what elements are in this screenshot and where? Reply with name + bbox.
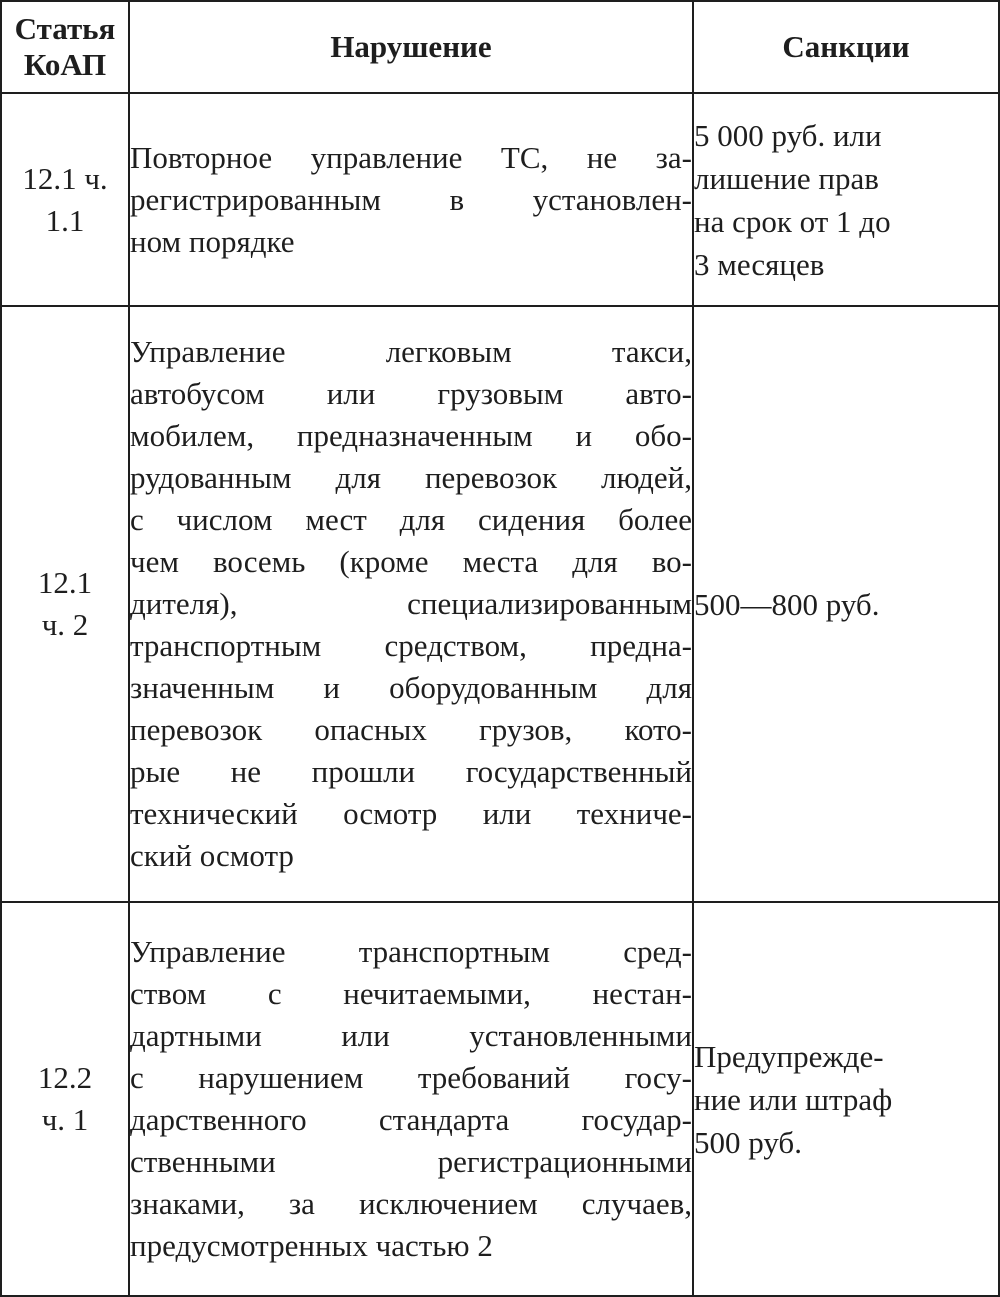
article-line: 12.1 ч.	[22, 160, 108, 196]
article-line: ч. 1	[41, 1102, 89, 1137]
sanction-line: лишение прав	[694, 160, 879, 196]
violation-line: транспортным средством, предна-	[130, 628, 692, 663]
header-article-line: КоАП	[23, 47, 107, 82]
table-row	[1, 902, 999, 1296]
header-article	[1, 1, 129, 93]
violation-line: ственными регистрационными	[130, 1144, 692, 1179]
violation-line: рые не прошли государственный	[130, 754, 692, 789]
violation-cell	[129, 902, 693, 1296]
sanction-line: Предупрежде-	[694, 1038, 884, 1074]
violation-line: технический осмотр или техниче-	[130, 796, 692, 831]
article-cell	[1, 93, 129, 306]
violation-line: регистрированным в установлен-	[130, 181, 692, 217]
header-sanctions: Санкции	[693, 1, 999, 93]
violation-line: дарственного стандарта государ-	[130, 1102, 692, 1137]
violation-line: знаками, за исключением случаев,	[130, 1186, 692, 1221]
violation-line: предусмотренных частью 2	[130, 1228, 493, 1263]
violation-line: дартными или установленными	[130, 1018, 692, 1053]
violation-cell	[129, 306, 693, 902]
table-header-row	[1, 1, 999, 93]
violation-line: чем восемь (кроме места для во-	[130, 544, 692, 579]
violation-line: мобилем, предназначенным и обо-	[130, 418, 692, 453]
violation-line: дителя), специализированным	[130, 586, 692, 621]
violation-line: Повторное управление ТС, не за-	[130, 139, 692, 175]
violation-line: Управление легковым такси,	[130, 334, 692, 369]
article-line: 12.1	[37, 565, 93, 600]
table-row	[1, 93, 999, 306]
sanction-line: 3 месяцев	[694, 246, 825, 282]
sanction-line: 500—800 руб.	[694, 586, 880, 622]
header-article-line: Статья	[14, 11, 116, 46]
sanction-cell	[693, 93, 999, 306]
violation-line: рудованным для перевозок людей,	[130, 460, 692, 495]
violation-line: значенным и оборудованным для	[130, 670, 692, 705]
violation-line: с числом мест для сидения более	[130, 502, 692, 537]
sanction-line: ние или штраф	[694, 1081, 893, 1117]
violation-line: с нарушением требований госу-	[130, 1060, 692, 1095]
sanction-line: 500 руб.	[694, 1124, 802, 1160]
header-violation: Нарушение	[129, 1, 693, 93]
article-line: ч. 2	[41, 607, 89, 642]
article-cell	[1, 902, 129, 1296]
violation-line: перевозок опасных грузов, кото-	[130, 712, 692, 747]
violation-line: ном порядке	[130, 223, 295, 259]
article-cell	[1, 306, 129, 902]
sanction-cell	[693, 306, 999, 902]
violation-line: Управление транспортным сред-	[130, 934, 692, 969]
table-row	[1, 306, 999, 902]
violation-line: автобусом или грузовым авто-	[130, 376, 692, 411]
violation-cell	[129, 93, 693, 306]
article-line: 1.1	[45, 202, 85, 238]
sanction-cell	[693, 902, 999, 1296]
article-line: 12.2	[37, 1060, 93, 1095]
sanction-line: на срок от 1 до	[694, 203, 891, 239]
violation-line: ством с нечитаемыми, нестан-	[130, 976, 692, 1011]
sanction-line: 5 000 руб. или	[694, 117, 882, 153]
violation-line: ский осмотр	[130, 838, 294, 873]
